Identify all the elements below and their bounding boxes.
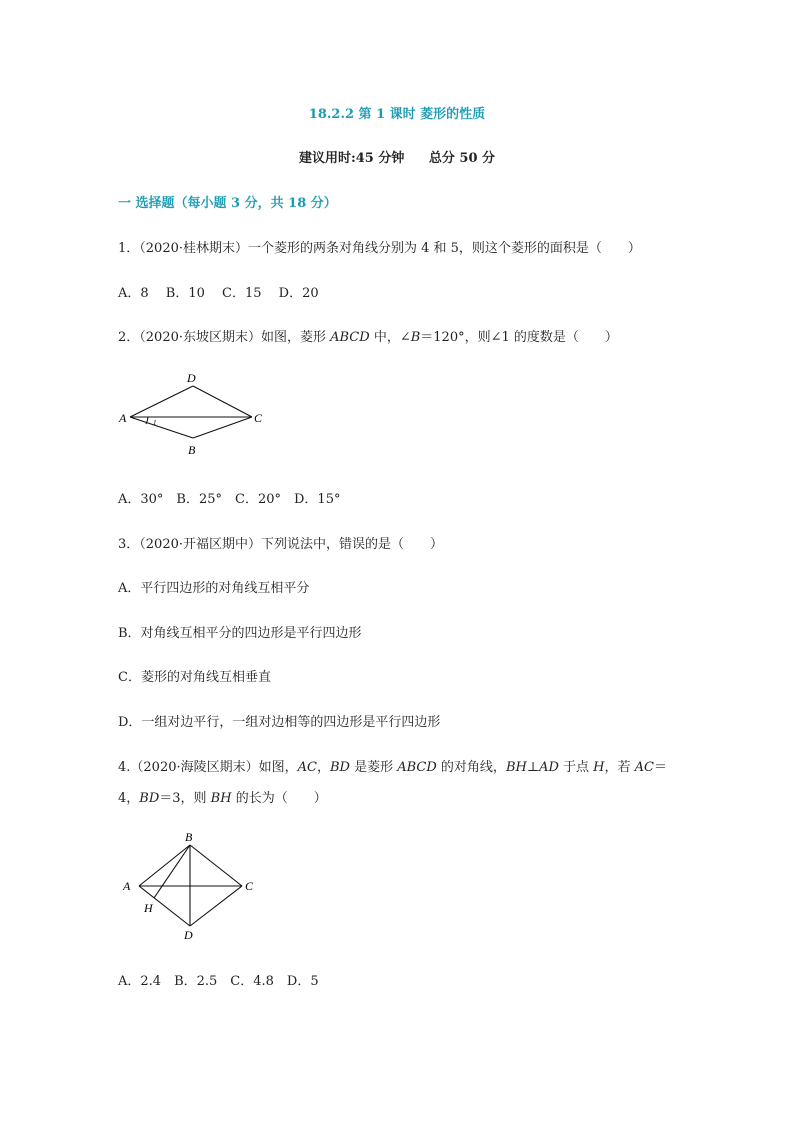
edge-bc	[190, 845, 242, 886]
page-title: 18.2.2 第 1 课时 菱形的性质	[308, 107, 486, 122]
question-2-stem: 2．（2020·东坡区期末）如图，菱形 ABCD 中，∠B＝120°，则∠1 的度数是（ ）	[118, 330, 618, 345]
label-a: A	[119, 411, 127, 425]
total-score: 总分 50 分	[428, 151, 496, 166]
label-b: B	[185, 830, 193, 844]
edge-ab	[139, 845, 190, 886]
question-4-options: A．2.4 B．2.5 C．4.8 D．5	[118, 974, 319, 989]
question-2-options: A．30° B．25° C．20° D．15°	[118, 492, 341, 507]
label-d: D	[184, 928, 193, 942]
question-3-option-a: A．平行四边形的对角线互相平分	[118, 581, 310, 596]
angle-label-1: 1	[153, 419, 157, 427]
suggested-time: 建议用时:45 分钟	[298, 151, 405, 166]
edge-cd	[190, 886, 242, 926]
question-3-stem: 3．（2020·开福区期中）下列说法中，错误的是（ ）	[118, 537, 443, 552]
label-c: C	[245, 879, 254, 893]
edge-cb	[193, 417, 252, 438]
edge-ba	[130, 417, 193, 438]
label-c: C	[254, 411, 263, 425]
question-3-option-c: C．菱形的对角线互相垂直	[118, 670, 271, 685]
label-h: H	[144, 901, 153, 915]
rhombus-figure-q4	[114, 826, 274, 944]
question-3-option-d: D．一组对边平行，一组对边相等的四边形是平行四边形	[118, 715, 441, 730]
rhombus-figure-q2	[114, 366, 274, 458]
label-a: A	[123, 879, 131, 893]
edge-ad	[130, 386, 193, 417]
edge-dc	[193, 386, 252, 417]
question-4-stem-line-1: 4.（2020·海陵区期末）如图，AC，BD 是菱形 ABCD 的对角线，BH⊥AD 于点 H，若 AC＝	[118, 760, 667, 775]
question-1-stem: 1．（2020·桂林期末）一个菱形的两条对角线分别为 4 和 5，则这个菱形的面积是（ ）	[118, 241, 641, 256]
exam-meta	[0, 147, 794, 166]
section-heading: 一 选择题（每小题 3 分，共 18 分）	[118, 196, 337, 211]
question-1-options: A．8 B．10 C．15 D．20	[118, 286, 319, 301]
question-3-option-b: B．对角线互相平分的四边形是平行四边形	[118, 626, 362, 641]
segment-bh	[154, 845, 190, 898]
label-b: B	[188, 443, 196, 457]
question-4-stem-line-2: 4，BD＝3，则 BH 的长为（ ）	[118, 791, 327, 806]
label-d: D	[187, 371, 196, 385]
